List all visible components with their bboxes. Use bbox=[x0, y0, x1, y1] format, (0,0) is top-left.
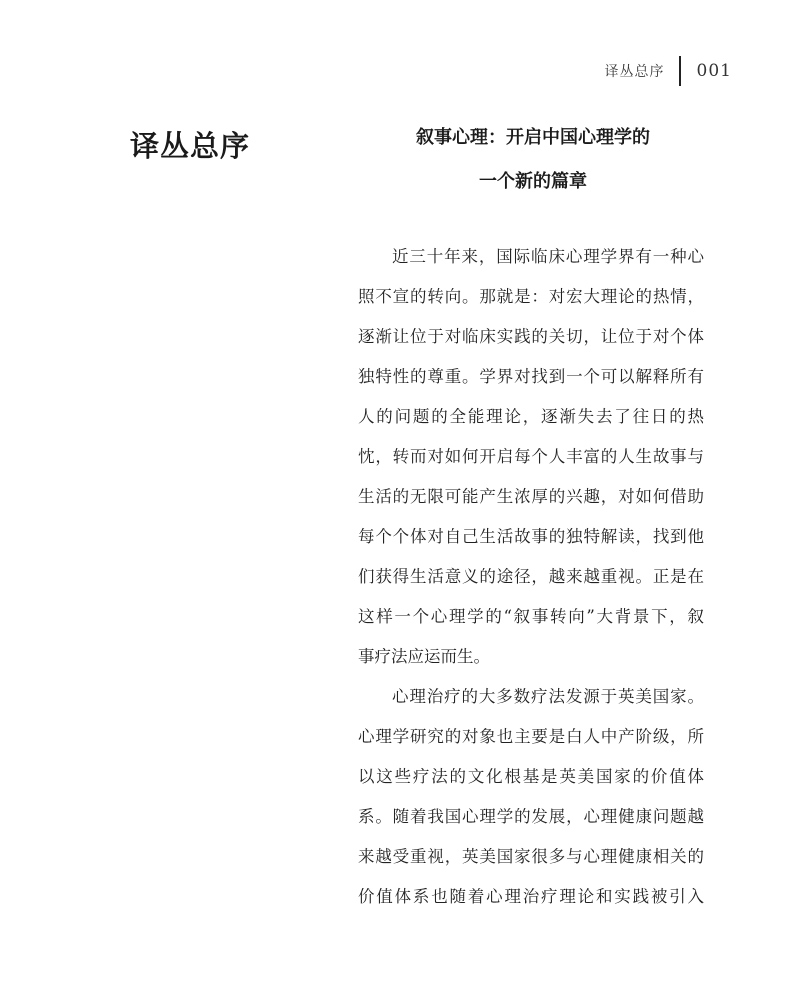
body-line: 忱，转而对如何开启每个人丰富的人生故事与 bbox=[358, 447, 704, 466]
body-line: 照不宣的转向。那就是：对宏大理论的热情， bbox=[358, 287, 704, 306]
body-line: 以这些疗法的文化根基是英美国家的价值体 bbox=[358, 767, 704, 786]
body-line: 们获得生活意义的途径，越来越重视。正是在 bbox=[358, 567, 704, 586]
running-head-title: 译丛总序 bbox=[604, 64, 665, 80]
body-line: 这样一个心理学的“叙事转向”大背景下，叙 bbox=[358, 607, 704, 626]
section-title: 译丛总序 bbox=[130, 129, 251, 163]
body-line: 每个个体对自己生活故事的独特解读，找到他 bbox=[358, 527, 704, 546]
body-line: 人的问题的全能理论，逐渐失去了往日的热 bbox=[358, 407, 704, 426]
body-line: 独特性的尊重。学界对找到一个可以解释所有 bbox=[358, 367, 704, 386]
body-line: 来越受重视，英美国家很多与心理健康相关的 bbox=[358, 847, 704, 866]
preface-heading-line-1: 叙事心理：开启中国心理学的 bbox=[416, 127, 650, 148]
body-line: 系。随着我国心理学的发展，心理健康问题越 bbox=[358, 807, 704, 826]
preface-heading bbox=[360, 126, 706, 194]
body-line: 心理治疗的大多数疗法发源于英美国家。 bbox=[392, 687, 704, 706]
running-head-divider bbox=[679, 56, 681, 86]
body-line: 事疗法应运而生。 bbox=[358, 647, 490, 666]
body-line: 心理学研究的对象也主要是白人中产阶级，所 bbox=[358, 727, 704, 746]
body-line: 生活的无限可能产生浓厚的兴趣，对如何借助 bbox=[358, 487, 704, 506]
preface-heading-line-2: 一个新的篇章 bbox=[479, 171, 587, 192]
body-line: 近三十年来，国际临床心理学界有一种心 bbox=[392, 247, 704, 266]
body-line: 价值体系也随着心理治疗理论和实践被引入 bbox=[358, 887, 704, 906]
body-line: 逐渐让位于对临床实践的关切，让位于对个体 bbox=[358, 327, 704, 346]
page-number: 001 bbox=[696, 61, 732, 81]
running-head bbox=[605, 56, 732, 86]
body-text bbox=[358, 244, 704, 924]
